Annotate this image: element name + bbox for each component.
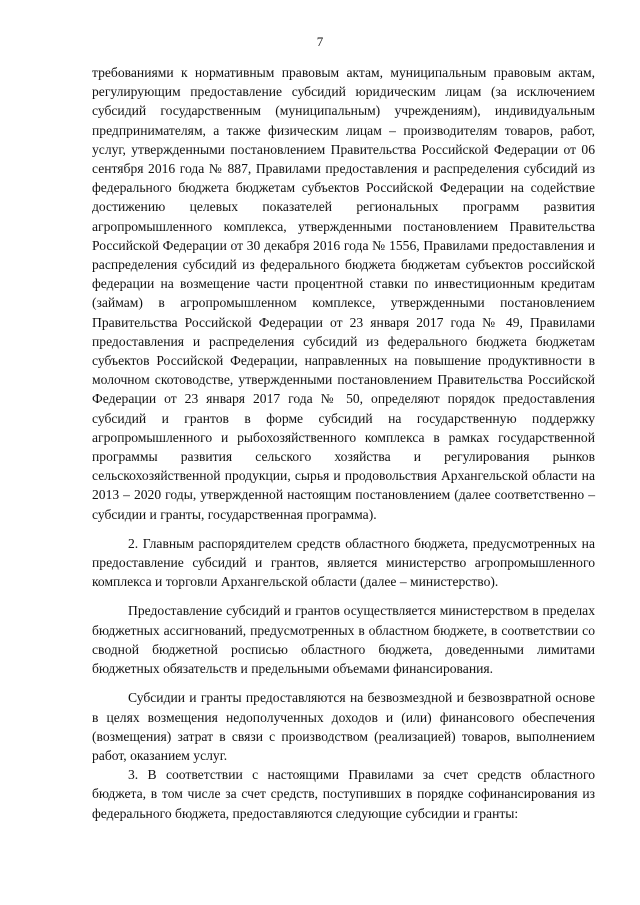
document-body [92,63,595,823]
paragraph-non-repayable-basis: Субсидии и гранты предоставляются на безвозмездной и безвозвратной основе в целях возмещения недополученных доходов и (или) финансового обеспечения (возмещения) затрат в связи с производством (реализацией) товаров, выполнением работ, оказанием услуг. [92,690,595,763]
page-number: 7 [316,34,324,49]
paragraph-3-subsidies-list: 3. В соответствии с настоящими Правилами за счет средств областного бюджета, в том числе за счет средств, поступивших в порядке софинансирования из федерального бюджета, предоставляются следующие субсидии и гранты: [92,767,595,821]
paragraph-2-main-administrator: 2. Главным распорядителем средств областного бюджета, предусмотренных на предоставление субсидий и грантов, является министерство агропромышленного комплекса и торговли Архангельской области (далее – министерство). [92,535,595,590]
paragraph-continuation: требованиями к нормативным правовым актам, муниципальным правовым актам, регулирующим предоставление субсидий юридическим лицам (за исключением субсидий государственным (муниципальным) учреждениям), индивидуальным предпринимателям, а также физическим лицам – производителям товаров, работ, услуг, утвержденными постановлением Правительства Российской Федерации от 06 сентября 2016 года № 887, Правилами предоставления и распределения субсидий из федерального бюджета бюджетам субъектов Российской Федерации на содействие достижению целевых показателей региональных программ развития агропромышленного комплекса, утвержденными постановлением Правительства Российской Федерации от 30 декабря 2016 года № 1556, Правилами предоставления и распределения субсидий из федерального бюджета бюджетам субъектов российской федерации на возмещение части процентной ставки по инвестиционным кредитам (займам) в агропромышленном комплексе, утвержденными постановлением Правительства Российской Федерации от 23 января 2017 года № 49, Правилами предоставления и распределения субсидий из федерального бюджета бюджетам субъектов Российской Федерации, направленных на повышение продуктивности в молочном скотоводстве, утвержденными постановлением Правительства Российской Федерации от 23 января 2017 года № 50, определяют порядок предоставления субсидий и грантов в форме субсидий на государственную поддержку агропромышленного и рыбохозяйственного комплекса в рамках государственной программы развития сельского хозяйства и регулирования рынков сельскохозяйственной продукции, сырья и продовольствия Архангельской области на 2013 – 2020 годы, утвержденной настоящим постановлением (далее соответственно – субсидии и гранты, государственная программа). [92,65,595,522]
paragraph-budget-allocations: Предоставление субсидий и грантов осуществляется министерством в пределах бюджетных ассигнований, предусмотренных в областном бюджете, в соответствии со сводной бюджетной росписью областного бюджета, доведенными лимитами бюджетных обязательств и предельными объемами финансирования. [92,603,595,677]
